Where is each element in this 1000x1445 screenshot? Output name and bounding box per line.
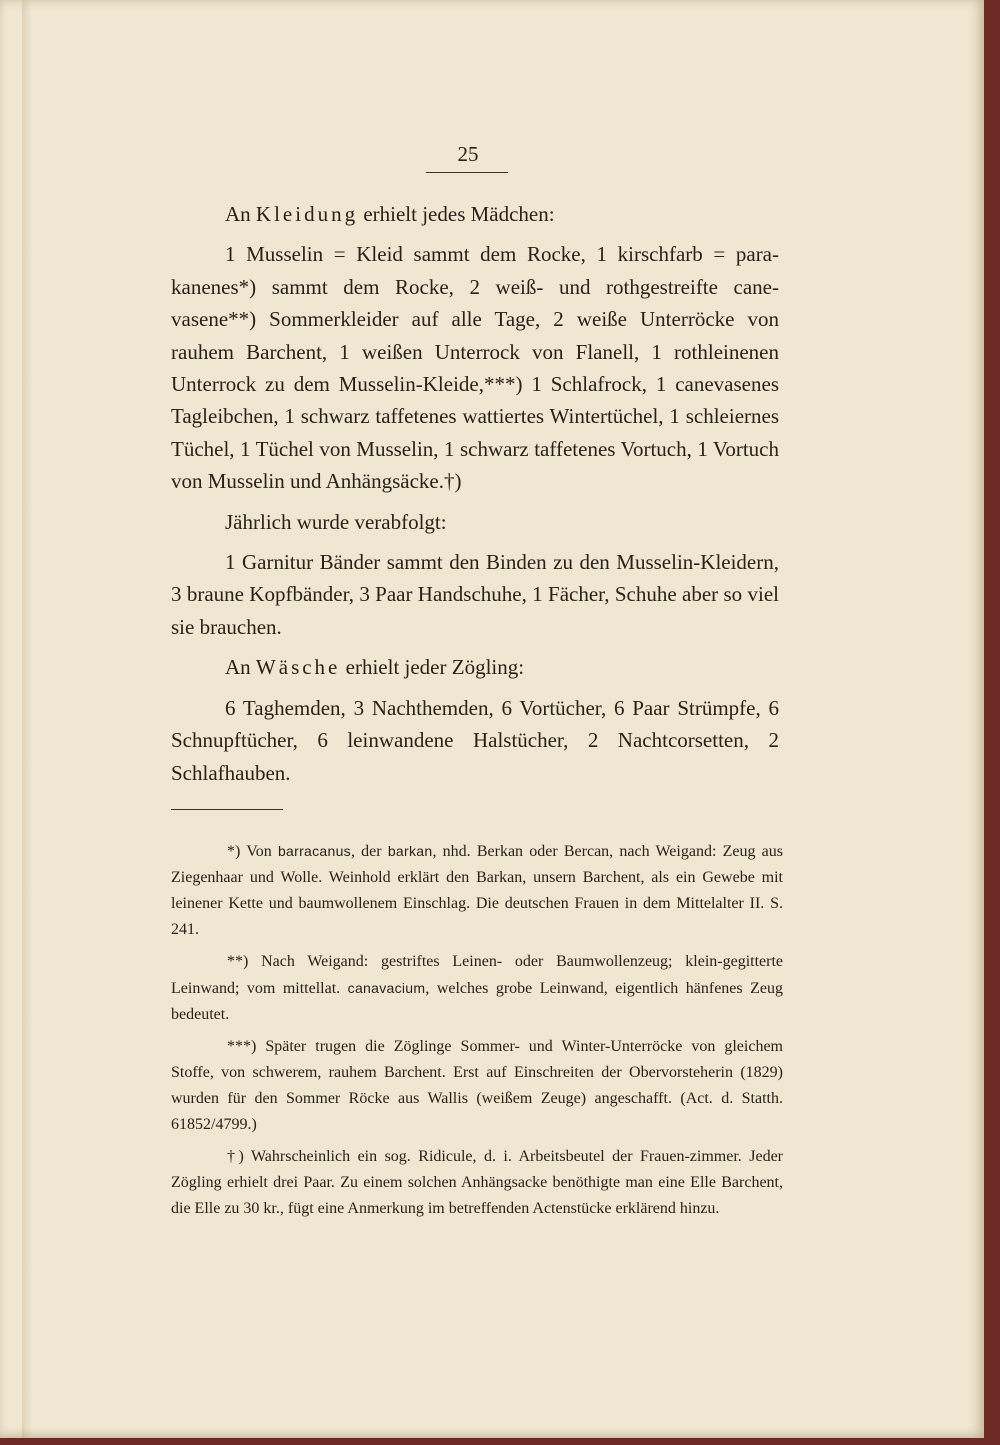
laundry-lead: An — [225, 655, 251, 680]
footnote-1-mid: , der — [350, 843, 382, 860]
footnote-1-post: , nhd. Berkan oder Bercan, nach Weigand: Zeug aus Ziegenhaar und Wolle. Weinhold erklärt den Barkan, unsern Barchent, als ein Gewebe mit leinener Kette und baumwollenem Einschlag. Die deutschen Frauen in dem Mittelalter II. S. 241. — [171, 843, 784, 938]
paragraph-yearly-list: 1 Garnitur Bänder sammt den Binden zu den Musselin-Kleidern, 3 braune Kopfbänder, 3 Paar Handschuhe, 1 Fächer, Schuhe aber so viel sie brauchen. — [171, 550, 779, 639]
main-text — [171, 198, 779, 797]
clothing-lead: An — [225, 202, 251, 226]
laundry-spaced-word: Wäsche — [255, 655, 341, 680]
footnote-separator — [171, 809, 283, 810]
footnote-2-latin: canavacium — [347, 980, 426, 996]
paragraph-yearly-heading: Jährlich wurde verabfolgt: — [225, 509, 447, 534]
footnote-2-pre: **) Nach Weigand: gestriftes Leinen- oder Baumwollenzeug; klein-gegitterte Leinwand; vom mittellat. — [171, 953, 783, 997]
clothing-rest: erhielt jedes Mädchen: — [363, 202, 555, 226]
page-number: 25 — [457, 142, 479, 166]
paragraph-clothing-list: 1 Musselin = Kleid sammt dem Rocke, 1 kirschfarb = para-kanenes*) sammt dem Rocke, 2 weiß- und rothgestreifte cane-vasene**) Sommerkleider auf alle Tage, 2 weiße Unterröcke von rauhem Barchent, 1 weißen Unterrock von Flanell, 1 rothleinenen Unterrock zu dem Musselin-Kleide,***) 1 Schlafrock, 1 canevasenes Tagleibchen, 1 schwarz taffetenes wattiertes Wintertüchel, 1 schleiernes Tüchel, 1 Tüchel von Musselin, 1 schwarz taffetenes Vortuch, 1 Vortuch von Musselin und Anhängsäcke.†) — [171, 242, 779, 494]
laundry-rest: erhielt jeder Zögling: — [345, 655, 525, 680]
paragraph-laundry-heading — [171, 651, 779, 683]
footnote-1-pre: *) Von — [227, 843, 272, 860]
paragraph-laundry-list: 6 Taghemden, 3 Nachthemden, 6 Vortücher, 6 Paar Strümpfe, 6 Schnupftücher, 6 leinwandene Halstücher, 2 Nachtcorsetten, 2 Schlafhauben. — [171, 695, 779, 785]
footnote-4: †) Wahrscheinlich ein sog. Ridicule, d. i. Arbeitsbeutel der Frauen-zimmer. Jeder Zögling erhielt drei Paar. Zu einem solchen Anhängsacke benöthigte man eine Elle Barchent, die Elle zu 30 kr., fügt eine Anmerkung im betreffenden Actenstücke erklärend hinzu. — [171, 1148, 783, 1217]
page-number-rule — [426, 172, 508, 173]
footnotes — [171, 838, 783, 1228]
footnote-2 — [171, 949, 783, 1028]
footnote-1-latin-1: barracanus — [277, 843, 351, 859]
footnote-1-latin-2: barkan — [387, 843, 433, 859]
paragraph-clothing-heading — [171, 198, 779, 230]
clothing-spaced-word: Kleidung — [255, 202, 359, 226]
footnote-1 — [171, 838, 783, 943]
footnote-2-post: , welches grobe Leinwand, eigentlich hänfenes Zeug bedeutet. — [171, 980, 783, 1023]
footnote-3: ***) Später trugen die Zöglinge Sommer- und Winter-Unterröcke von gleichem Stoffe, von schwerem, rauhem Barchent. Erst auf Einschreiten der Obervorsteherin (1829) wurden für den Sommer Röcke aus Wallis (weißem Zeuge) angeschafft. (Act. d. Statth. 61852/4799.) — [171, 1038, 783, 1133]
page-gutter-shadow — [22, 0, 32, 1438]
